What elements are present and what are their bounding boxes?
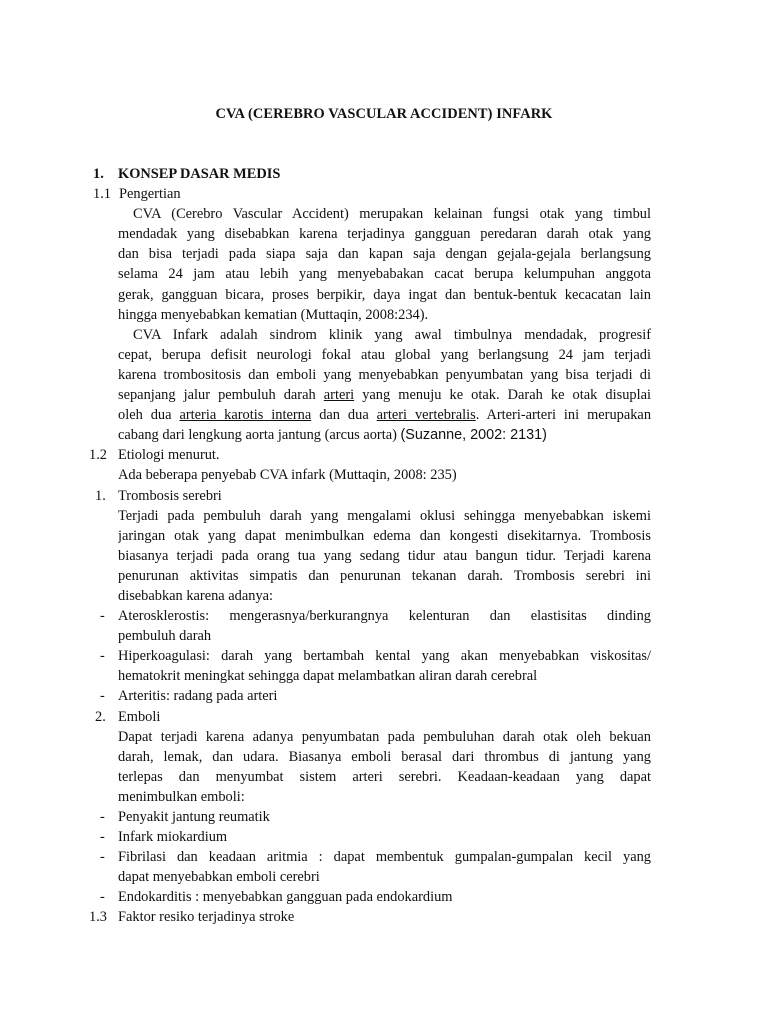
paragraph-line: Ada beberapa penyebab CVA infark (Muttaqin, 2008: 235): [118, 467, 457, 484]
paragraph-line: [118, 405, 651, 425]
paragraph-line: Terjadi pada pembuluh darah yang mengalami oklusi sehingga menyebabkan iskemi: [118, 507, 651, 524]
text-run: dan dua: [311, 407, 377, 424]
underlined-term: arteria karotis interna: [179, 407, 312, 424]
bullet-text: Infark miokardium: [118, 829, 228, 846]
subsection-number: 1.3: [89, 909, 107, 926]
underlined-term: arteri: [323, 387, 355, 404]
numbered-item-heading: [0, 486, 768, 506]
paragraph-line: disebabkan karena adanya:: [118, 587, 274, 604]
bullet-item: [0, 646, 768, 666]
bullet-marker: -: [100, 809, 105, 825]
item-title: Emboli: [118, 708, 161, 725]
bullet-continuation: pembuluh darah: [118, 628, 212, 645]
paragraph-line: biasanya terjadi pada orang tua yang sedang tidur atau bangun tidur. Terjadi karena: [118, 547, 651, 564]
document-body: [0, 164, 768, 928]
item-title: Trombosis serebri: [118, 487, 222, 504]
paragraph-line: mendadak yang disebabkan karena terjadinya gangguan peredaran darah otak yang: [118, 226, 651, 243]
paragraph-line: CVA Infark adalah sindrom klinik yang awal timbulnya mendadak, progresif: [133, 326, 651, 343]
page-title: CVA (CEREBRO VASCULAR ACCIDENT) INFARK: [215, 106, 553, 122]
subsection-title: Pengertian: [119, 186, 181, 203]
subsection-heading: [0, 907, 768, 927]
bullet-text: Fibrilasi dan keadaan aritmia : dapat membentuk gumpalan-gumpalan kecil yang: [118, 849, 651, 866]
subsection-number: 1.1: [93, 186, 111, 203]
text-run: cabang dari lengkung aorta jantung (arcus aorta): [118, 427, 401, 444]
paragraph-line: dan bisa terjadi pada siapa saja dan kapan saja dengan gejala-gejala berlangsung: [118, 246, 651, 263]
bullet-marker: -: [100, 648, 105, 665]
paragraph-line: [118, 385, 651, 405]
bullet-marker: -: [100, 829, 105, 846]
citation: (Suzanne, 2002: 2131): [400, 427, 547, 444]
paragraph-line: menimbulkan emboli:: [118, 788, 245, 805]
bullet-text: Penyakit jantung reumatik: [118, 809, 270, 825]
bullet-marker: -: [100, 608, 105, 625]
underlined-term: arteri vertebralis: [376, 407, 476, 424]
paragraph-line: darah, lemak, dan udara. Biasanya emboli berasal dari thrombus di jantung yang: [118, 748, 651, 765]
section-title: KONSEP DASAR MEDIS: [118, 166, 281, 182]
bullet-marker: -: [100, 688, 105, 705]
bullet-item: [0, 847, 768, 867]
item-number: 2.: [95, 708, 106, 725]
numbered-item-heading: [0, 707, 768, 727]
bullet-text: Endokarditis : menyebabkan gangguan pada endokardium: [118, 889, 453, 906]
bullet-item: [0, 887, 768, 907]
section-heading: [0, 164, 768, 184]
paragraph-line: karena trombositosis dan emboli yang menyebabkan penyumbatan yang bisa terjadi di: [118, 366, 651, 383]
bullet-text: Aterosklerostis: mengerasnya/berkurangnya kelenturan dan elastisitas dinding: [118, 608, 651, 625]
item-number: 1.: [95, 487, 106, 504]
paragraph-line: jaringan otak yang dapat menimbulkan edema dan kongesti disekitarnya. Trombosis: [118, 527, 651, 544]
subsection-heading: [0, 445, 768, 465]
bullet-continuation: dapat menyebabkan emboli cerebri: [118, 869, 320, 886]
bullet-text: Arteritis: radang pada arteri: [118, 688, 278, 705]
text-run: sepanjang jalur pembuluh darah: [118, 387, 324, 404]
bullet-item: [0, 686, 768, 706]
paragraph-line: terlepas dan menyumbat sistem arteri serebri. Keadaan-keadaan yang dapat: [118, 768, 651, 785]
text-run: . Arteri-arteri ini merupakan: [475, 407, 651, 424]
bullet-continuation: hematokrit meningkat sehingga dapat melambatkan aliran darah cerebral: [118, 668, 538, 685]
subsection-title: Etiologi menurut.: [118, 447, 220, 464]
section-number: 1.: [93, 166, 104, 182]
paragraph-line: [118, 425, 768, 445]
text-run: oleh dua: [118, 407, 180, 424]
paragraph-line: penurunan aktivitas simpatis dan penurunan tekanan darah. Trombosis serebri ini: [118, 567, 651, 584]
paragraph-line: CVA (Cerebro Vascular Accident) merupakan kelainan fungsi otak yang timbul: [133, 206, 651, 223]
subsection-number: 1.2: [89, 447, 107, 464]
bullet-item: [0, 807, 768, 827]
bullet-marker: -: [100, 849, 105, 866]
paragraph-line: Dapat terjadi karena adanya penyumbatan pada pembuluhan darah otak oleh bekuan: [118, 728, 651, 745]
text-run: yang menuju ke otak. Darah ke otak disuplai: [354, 387, 651, 404]
bullet-item: [0, 827, 768, 847]
paragraph-line: selama 24 jam atau lebih yang menyebabakan cacat berupa kelumpuhan anggota: [118, 266, 651, 283]
paragraph-line: hingga menyebabkan kematian (Muttaqin, 2008:234).: [118, 306, 429, 323]
subsection-heading: [0, 184, 768, 204]
bullet-marker: -: [100, 889, 105, 906]
paragraph-line: gerak, gangguan bicara, proses berpikir, daya ingat dan bentuk-bentuk kecacatan lain: [118, 286, 651, 303]
subsection-title: Faktor resiko terjadinya stroke: [118, 909, 295, 926]
bullet-text: Hiperkoagulasi: darah yang bertambah kental yang akan menyebabkan viskositas/: [118, 648, 651, 665]
bullet-item: [0, 606, 768, 626]
paragraph-line: cepat, berupa defisit neurologi fokal atau global yang berlangsung 24 jam terjadi: [118, 346, 651, 363]
